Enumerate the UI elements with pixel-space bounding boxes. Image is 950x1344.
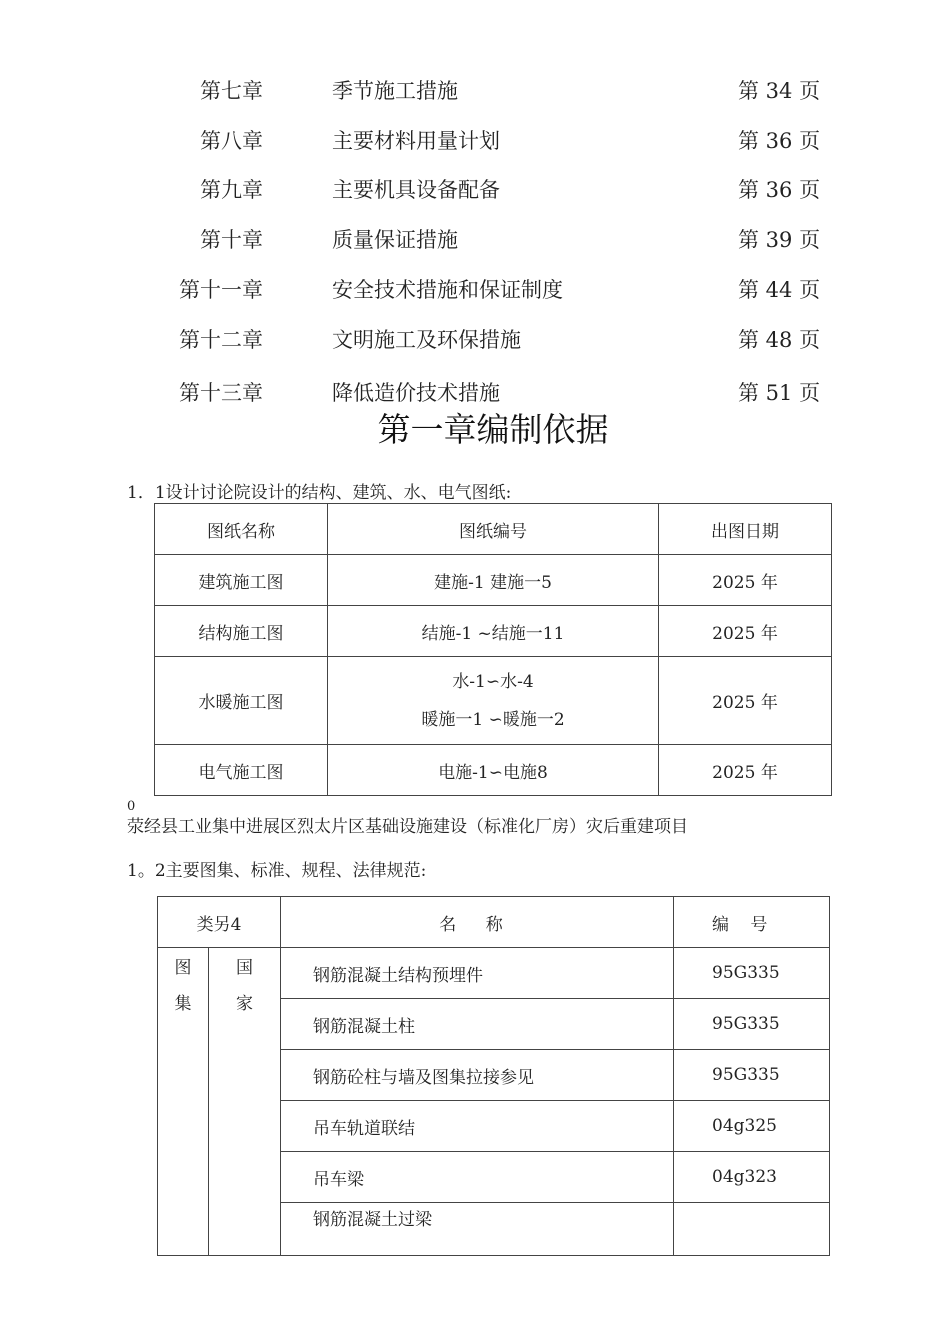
drawings-table xyxy=(154,503,832,796)
toc-row xyxy=(0,225,950,255)
header-cell: 图纸名称 xyxy=(155,504,328,555)
drawing-date: 2025 年 xyxy=(659,745,832,796)
drawing-name: 结构施工图 xyxy=(155,606,328,657)
toc-page: 第 36 页 xyxy=(738,129,821,153)
standard-name: 吊车梁 xyxy=(281,1152,674,1203)
toc-chapter: 第十二章 xyxy=(179,328,263,352)
header-cell: 出图日期 xyxy=(659,504,832,555)
drawing-name: 电气施工图 xyxy=(155,745,328,796)
toc-title: 季节施工措施 xyxy=(332,79,458,103)
toc-chapter: 第七章 xyxy=(200,79,263,103)
drawing-date: 2025 年 xyxy=(659,555,832,606)
toc-chapter: 第八章 xyxy=(200,129,263,153)
table-row xyxy=(158,948,830,999)
toc-page: 第 48 页 xyxy=(738,328,821,352)
toc-title: 降低造价技术措施 xyxy=(332,381,500,405)
category-char: 集 xyxy=(174,994,192,1014)
table-header-row xyxy=(155,504,832,555)
drawing-code xyxy=(328,657,659,745)
project-line: 荥经县工业集中进展区烈太片区基础设施建设（标准化厂房）灾后重建项目 xyxy=(127,817,688,837)
drawing-code: 结施-1 ~结施一11 xyxy=(328,606,659,657)
toc-title: 文明施工及环保措施 xyxy=(332,328,521,352)
standard-number: 95G335 xyxy=(674,1050,830,1101)
toc-chapter: 第十三章 xyxy=(179,381,263,405)
table-header-row xyxy=(158,897,830,948)
toc-row xyxy=(0,126,950,156)
toc-row xyxy=(0,76,950,106)
subcategory-char: 国 xyxy=(236,958,253,978)
standard-number: 04g325 xyxy=(674,1101,830,1152)
drawing-name: 水暖施工图 xyxy=(155,657,328,745)
standard-number xyxy=(674,1203,830,1256)
toc-row xyxy=(0,325,950,355)
toc-page: 第 39 页 xyxy=(738,228,821,252)
table-row xyxy=(155,745,832,796)
drawing-code: 电施-1∽电施8 xyxy=(328,745,659,796)
stray-mark: 0 xyxy=(127,799,136,814)
standard-number: 95G335 xyxy=(674,999,830,1050)
header-cell: 编 号 xyxy=(674,897,830,948)
standard-name: 钢筋砼柱与墙及图集拉接参见 xyxy=(281,1050,674,1101)
section-heading: 1。2主要图集、标准、规程、法律规范: xyxy=(127,861,427,881)
category-char: 图 xyxy=(174,958,192,978)
toc-row xyxy=(0,378,950,408)
toc-row xyxy=(0,175,950,205)
header-cell: 类另4 xyxy=(158,897,281,948)
section-heading: 1．1设计讨论院设计的结构、建筑、水、电气图纸: xyxy=(127,483,512,503)
table-row xyxy=(155,555,832,606)
standard-name: 钢筋混凝土结构预埋件 xyxy=(281,948,674,999)
standard-number: 95G335 xyxy=(674,948,830,999)
drawing-name: 建筑施工图 xyxy=(155,555,328,606)
toc-page: 第 36 页 xyxy=(738,178,821,202)
drawing-code: 建施-1 建施一5 xyxy=(328,555,659,606)
standard-name: 吊车轨道联结 xyxy=(281,1101,674,1152)
standards-table xyxy=(157,896,830,1256)
drawing-date: 2025 年 xyxy=(659,657,832,745)
standard-name: 钢筋混凝土柱 xyxy=(281,999,674,1050)
toc-title: 质量保证措施 xyxy=(332,228,458,252)
toc-title: 主要机具设备配备 xyxy=(332,178,500,202)
header-cell: 图纸编号 xyxy=(328,504,659,555)
toc-chapter: 第十章 xyxy=(200,228,263,252)
toc-chapter: 第十一章 xyxy=(179,278,263,302)
toc-row xyxy=(0,275,950,305)
chapter-title: 第一章编制依据 xyxy=(377,410,609,449)
toc-title: 主要材料用量计划 xyxy=(332,129,500,153)
table-row xyxy=(155,606,832,657)
subcategory-cell xyxy=(209,948,281,1256)
table-row xyxy=(155,657,832,745)
subcategory-char: 家 xyxy=(236,994,253,1014)
toc-page: 第 51 页 xyxy=(738,381,821,405)
category-cell xyxy=(158,948,209,1256)
drawing-code-line: 水-1∽水-4 xyxy=(452,671,534,692)
toc-chapter: 第九章 xyxy=(200,178,263,202)
toc-page: 第 34 页 xyxy=(738,79,821,103)
standard-number: 04g323 xyxy=(674,1152,830,1203)
toc-page: 第 44 页 xyxy=(738,278,821,302)
drawing-code-line: 暖施一1 ∽暖施一2 xyxy=(421,709,565,730)
header-cell: 名 称 xyxy=(281,897,674,948)
drawing-date: 2025 年 xyxy=(659,606,832,657)
toc-title: 安全技术措施和保证制度 xyxy=(332,278,563,302)
standard-name: 钢筋混凝土过梁 xyxy=(281,1203,674,1256)
